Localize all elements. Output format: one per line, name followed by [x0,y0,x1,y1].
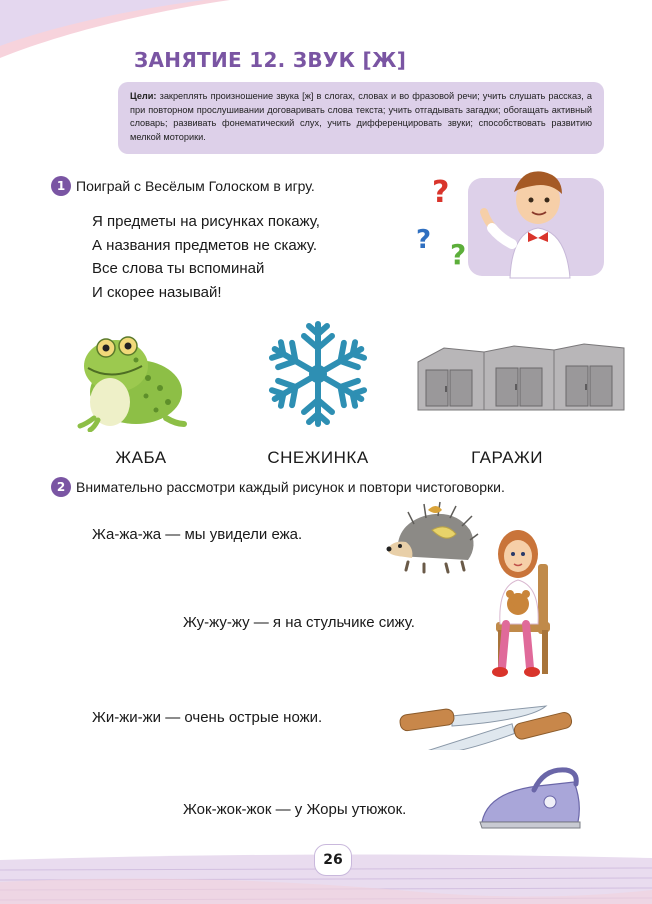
task2-instruction: Внимательно рассмотри каждый рисунок и повтори чистоговорки. [76,479,505,495]
goals-label: Цели: [130,91,157,101]
svg-text:?: ? [432,175,450,210]
toad-icon [76,326,188,432]
picture-label-garages: ГАРАЖИ [471,448,543,467]
iron-icon [478,762,586,832]
page-number: 26 [314,844,352,876]
svg-text:?: ? [450,238,467,271]
tongue-twister-line: Жу-жу-жу — я на стульчике сижу. [183,614,415,631]
knives-icon [396,694,578,750]
girl-on-chair-icon [484,524,568,684]
tongue-twister-line: Жи-жи-жи — очень острые ножи. [92,709,323,726]
goals-panel [118,82,604,154]
poem-line: Я предметы на рисунках покажу, [92,213,320,230]
picture-label-snowflake: СНЕЖИНКА [267,448,369,467]
tongue-twister-line: Жок-жок-жок — у Жоры утюжок. [183,801,407,818]
picture-label-toad: ЖАБА [115,448,167,467]
snowflake-icon [262,318,374,430]
hedgehog-icon [384,500,480,574]
boy-illustration [410,162,610,290]
poem-line: А названия предметов не скажу. [92,236,318,254]
tongue-twister-line: Жа-жа-жа — мы увидели ежа. [92,526,303,543]
svg-text:?: ? [416,225,432,255]
poem-line: Все слова ты вспоминай [92,260,265,277]
task2-number-badge: 2 [51,477,71,497]
goals-text: закреплять произношение звука [ж] в слогах, словах и во фразовой речи; учить слушать рассказ, а при повторном прослушивании договаривать слова текста; учить отгадывать загадки; обогащать активный словарь; развивать фонематический слух, учить дифференцировать звуки; способствовать развитию мелкой моторики. [130,91,592,142]
page-title: ЗАНЯТИЕ 12. ЗВУК [Ж] [134,48,407,72]
garages-icon [414,340,628,414]
poem-line: И скорее называй! [92,283,222,301]
task1-instruction: Поиграй с Весёлым Голоском в игру. [76,178,315,194]
task1-number-badge: 1 [51,176,71,196]
poem [92,210,320,304]
